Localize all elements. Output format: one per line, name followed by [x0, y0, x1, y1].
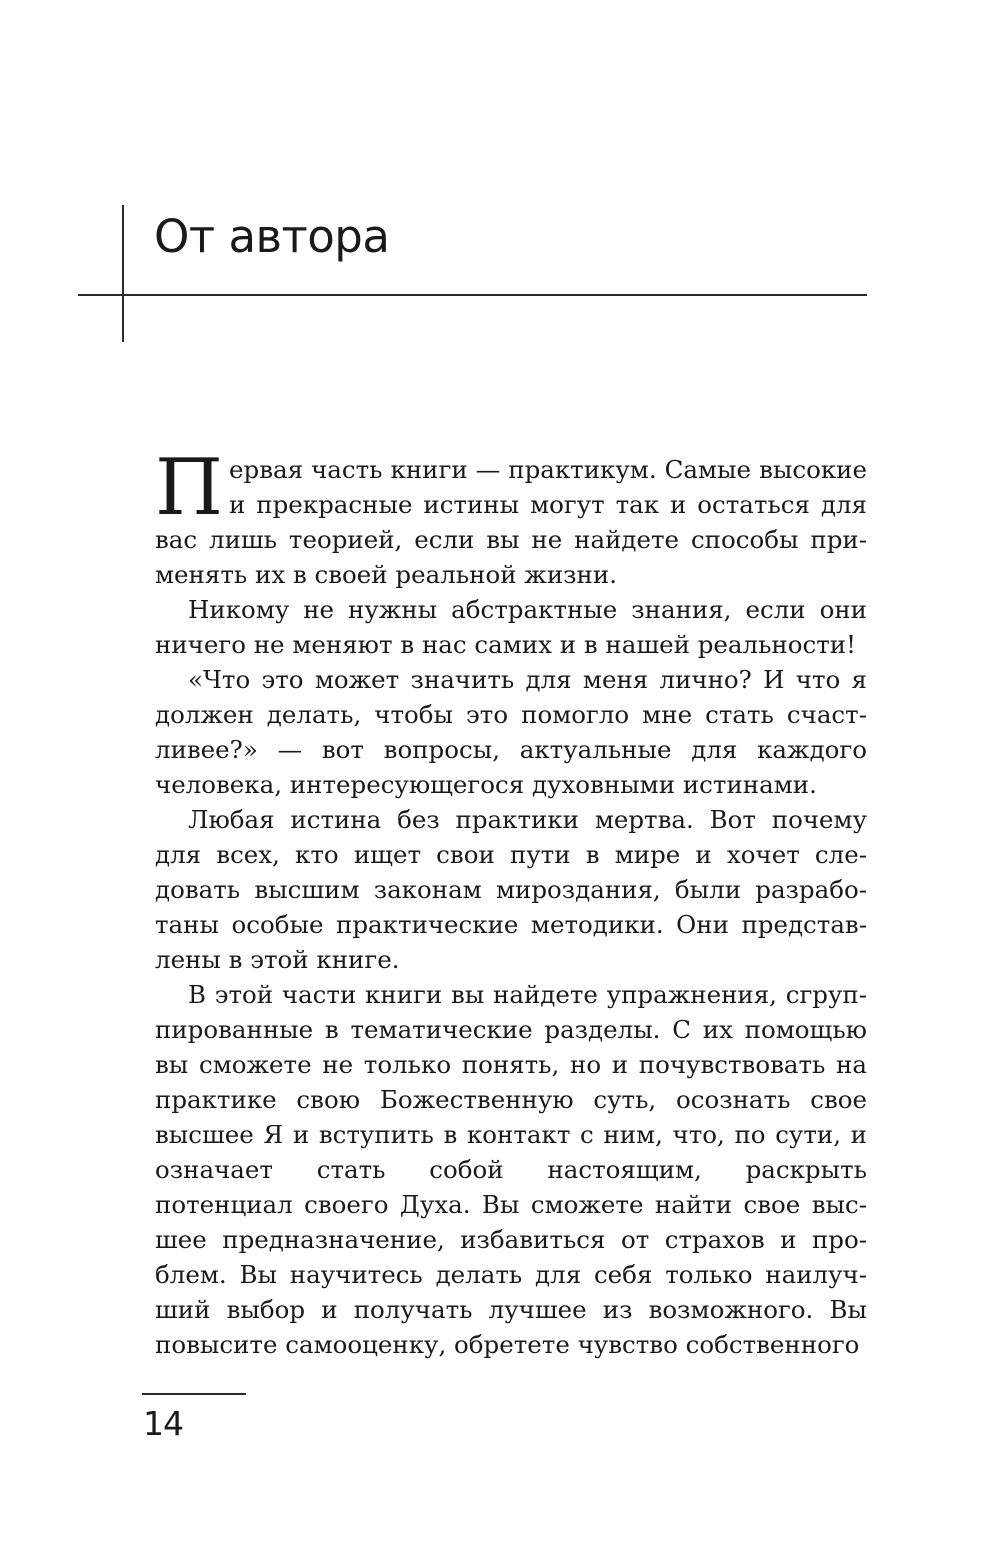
folio-rule: [142, 1393, 246, 1395]
page-number: 14: [143, 1404, 183, 1443]
paragraph-first-text: ервая часть книги — практикум. Самые высокие и прекрасные истины могут так и остаться для вас лишь теорией, если вы не найдете способы применять их в своей реальной жизни.: [155, 455, 867, 589]
paragraph: В этой части книги вы найдете упражнения, сгруппированные в тематические разделы. С их помощью вы сможете не только понять, но и почувствовать на практике свою Божественную суть, осознать свое высшее Я и вступить в контакт с ним, что, по сути, и означает стать собой настоящим, раскрыть потенциал своего Духа. Вы сможете найти свое высшее предназначение, избавиться от страхов и проблем. Вы научитесь делать для себя только наилучший выбор и получать лучшее из возможного. Вы повысите самооценку, обретете чувство собственного: [155, 980, 867, 1359]
paragraph: Любая истина без практики мертва. Вот почему для всех, кто ищет свои пути в мире и хочет следовать высшим законам мироздания, были разработаны особые практические методики. Они представлены в этой книге.: [155, 805, 867, 974]
drop-cap: П: [155, 443, 224, 533]
heading-vertical-rule: [122, 205, 124, 342]
chapter-title: От автора: [154, 210, 390, 263]
paragraph: «Что это может значить для меня лично? И что я должен делать, чтобы это помогло мне стать счастливее?» — вот вопросы, актуальные для каждого человека, интересующегося духовными истинами.: [155, 665, 867, 799]
heading-horizontal-rule: [78, 294, 867, 296]
paragraph: Никому не нужны абстрактные знания, если они ничего не меняют в нас самих и в нашей реальности!: [155, 595, 867, 659]
paragraph-first: [155, 443, 867, 592]
body-text: [155, 443, 867, 1362]
